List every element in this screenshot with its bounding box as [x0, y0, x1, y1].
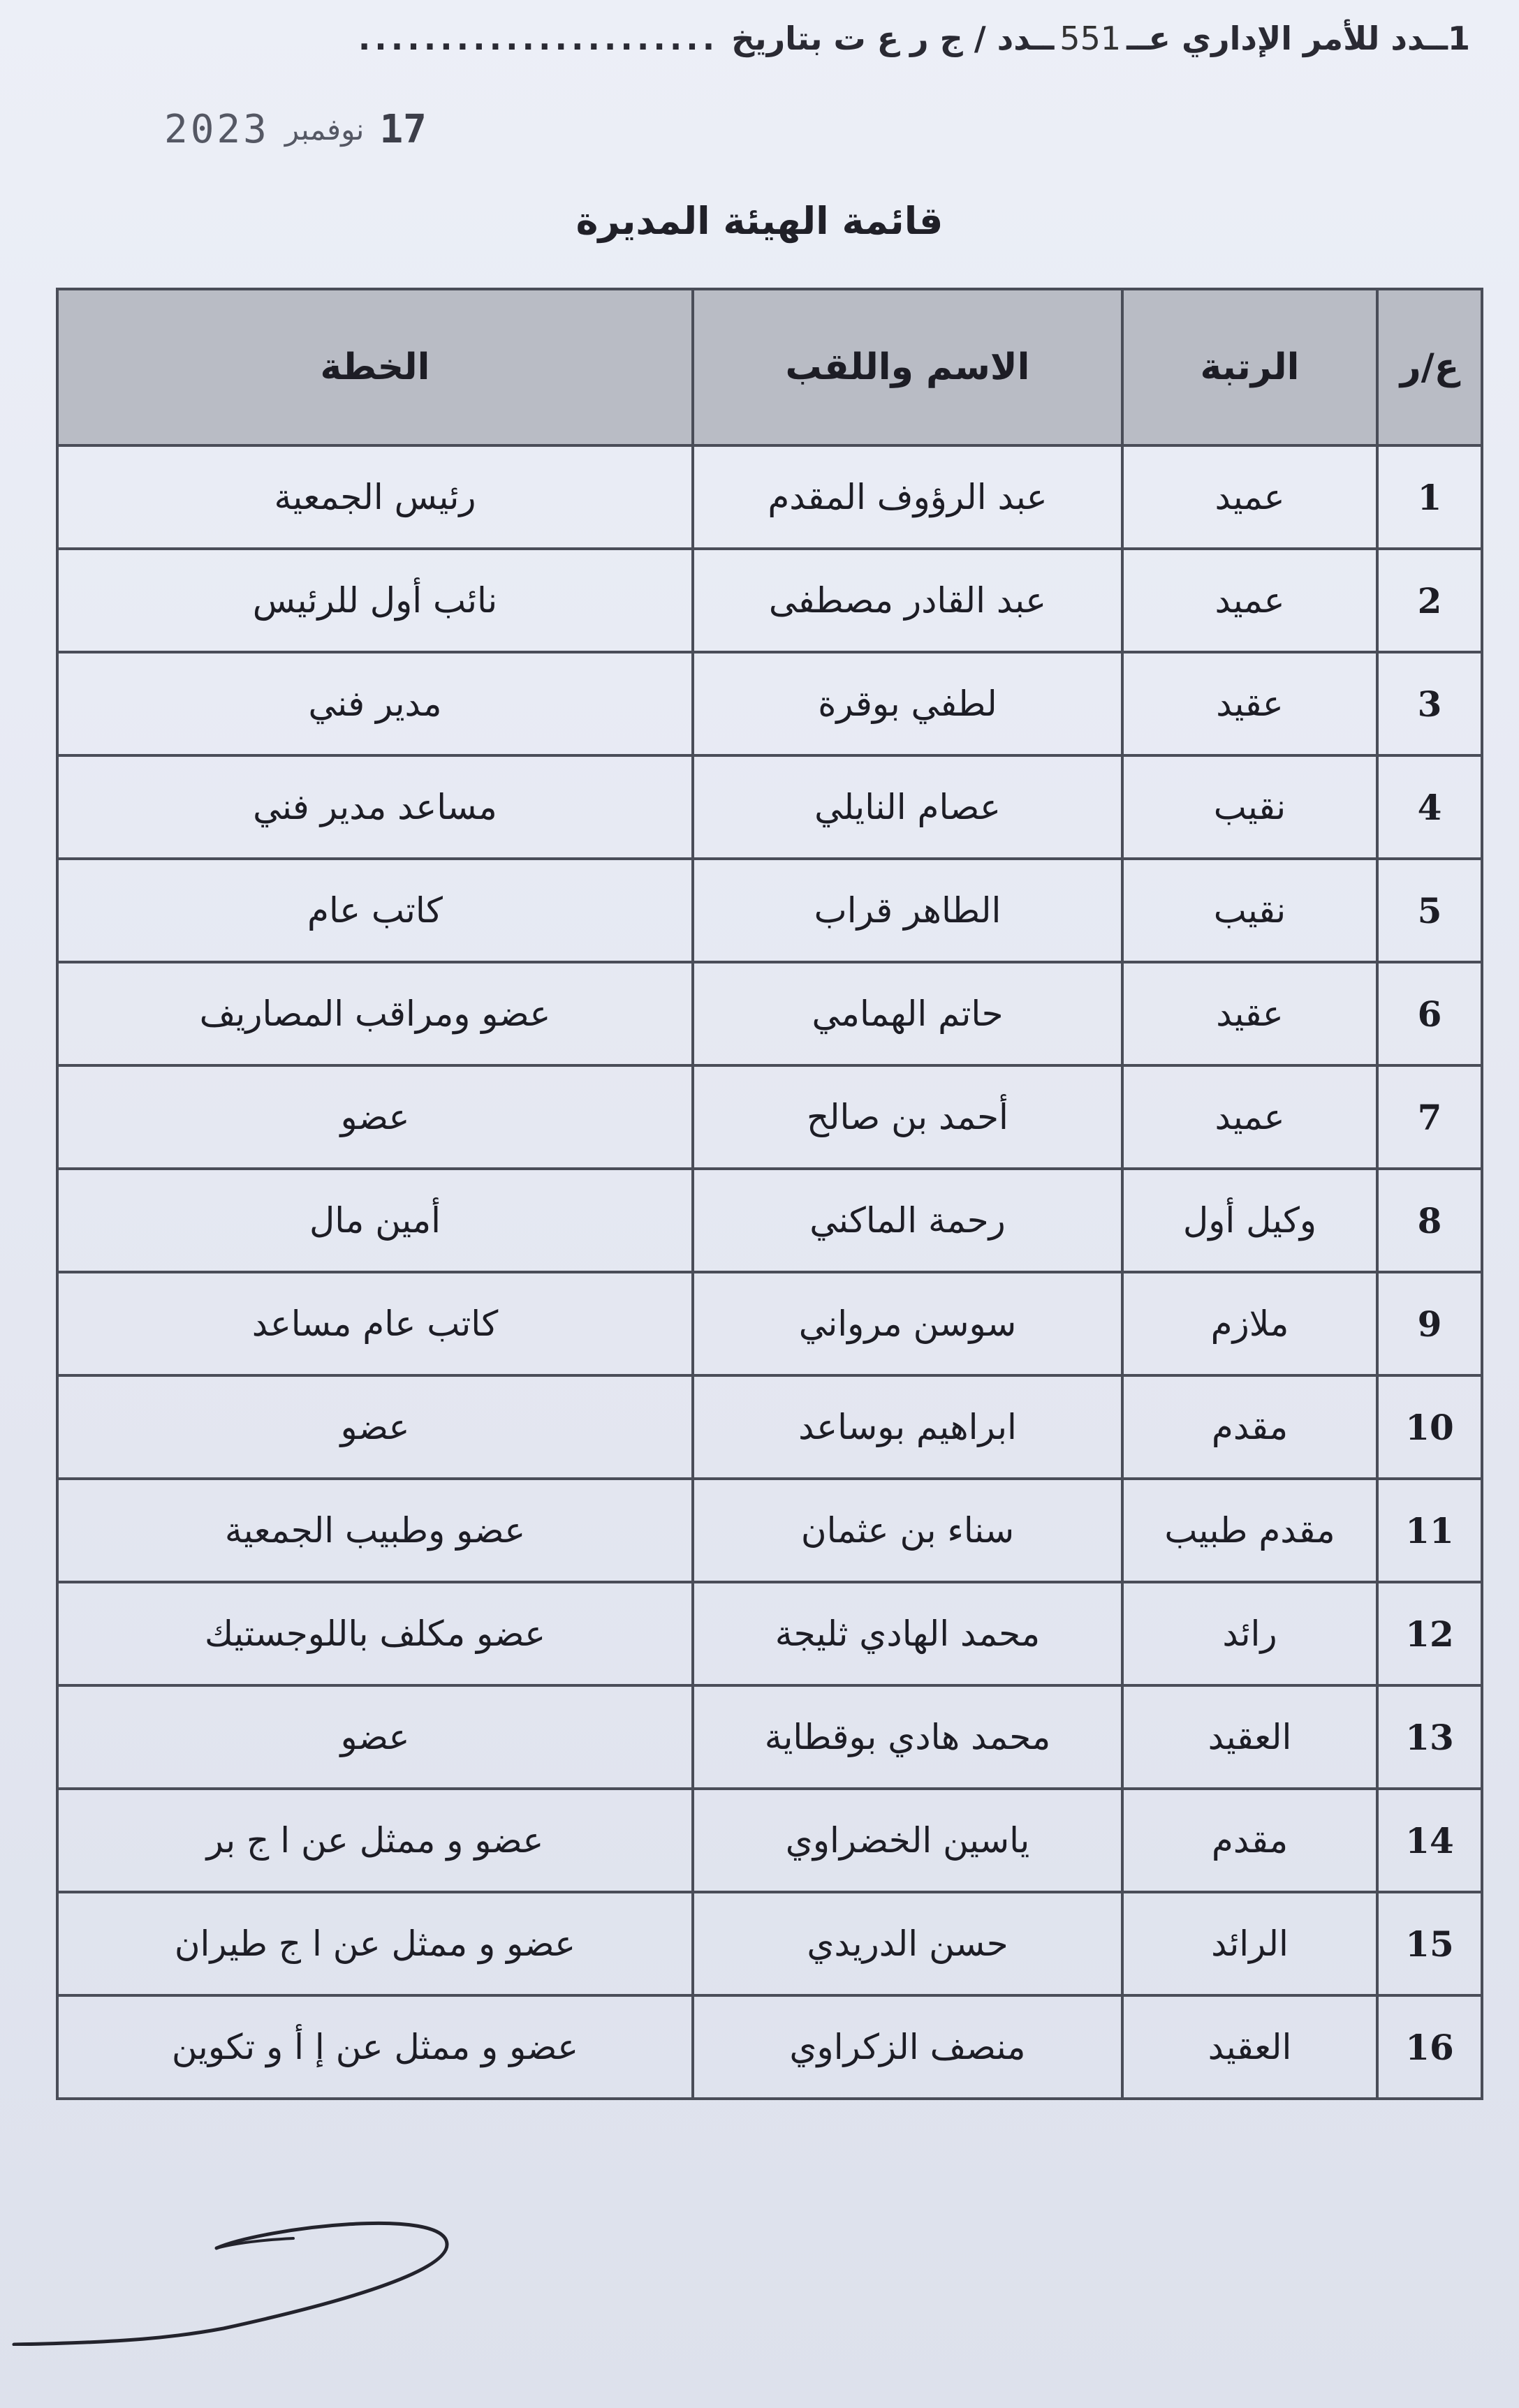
cell-role: عضو مكلف باللوجستيك: [57, 1582, 693, 1685]
signature-mark: [0, 2178, 489, 2346]
cell-name: عصام النايلي: [693, 755, 1122, 859]
reference-date-blank: ......................: [358, 20, 719, 57]
table-row: [57, 1582, 1482, 1685]
cell-role: عضو ومراقب المصاريف: [57, 962, 693, 1065]
cell-name: محمد الهادي ثليجة: [693, 1582, 1122, 1685]
cell-num: 12: [1377, 1582, 1482, 1685]
table-row: [57, 1892, 1482, 1995]
cell-name: أحمد بن صالح: [693, 1065, 1122, 1169]
cell-rank: نقيب: [1122, 859, 1377, 962]
cell-rank: نقيب: [1122, 755, 1377, 859]
board-members-table: [56, 288, 1483, 2100]
table-row: [57, 1375, 1482, 1479]
cell-rank: عميد: [1122, 1065, 1377, 1169]
page-title: قائمة الهيئة المديرة: [575, 199, 944, 243]
cell-rank: عميد: [1122, 445, 1377, 549]
cell-role: عضو و ممثل عن ا ج بر: [57, 1789, 693, 1892]
cell-rank: الرائد: [1122, 1892, 1377, 1995]
table-body: [57, 445, 1482, 2099]
cell-num: 7: [1377, 1065, 1482, 1169]
cell-rank: عقيد: [1122, 962, 1377, 1065]
cell-role: عضو وطبيب الجمعية: [57, 1479, 693, 1582]
cell-num: 16: [1377, 1995, 1482, 2099]
table-row: [57, 1789, 1482, 1892]
table-header-row: [57, 289, 1482, 445]
cell-role: أمين مال: [57, 1169, 693, 1272]
date-stamp: [164, 98, 427, 161]
cell-name: عبد القادر مصطفى: [693, 549, 1122, 652]
cell-name: الطاهر قراب: [693, 859, 1122, 962]
table-row: [57, 652, 1482, 755]
cell-role: كاتب عام: [57, 859, 693, 962]
table-row: [57, 1479, 1482, 1582]
cell-role: مدير فني: [57, 652, 693, 755]
cell-role: عضو: [57, 1065, 693, 1169]
cell-rank: رائد: [1122, 1582, 1377, 1685]
header-name: الاسم واللقب: [693, 289, 1122, 445]
cell-name: رحمة الماكني: [693, 1169, 1122, 1272]
cell-name: حسن الدريدي: [693, 1892, 1122, 1995]
cell-num: 8: [1377, 1169, 1482, 1272]
reference-prefix: ــدد للأمر الإداري عــ: [1127, 20, 1448, 57]
cell-num: 5: [1377, 859, 1482, 962]
cell-role: عضو و ممثل عن إ أ و تكوين: [57, 1995, 693, 2099]
cell-rank: وكيل أول: [1122, 1169, 1377, 1272]
cell-name: سوسن مرواني: [693, 1272, 1122, 1375]
cell-name: منصف الزكراوي: [693, 1995, 1122, 2099]
table-row: [57, 549, 1482, 652]
header-role: الخطة: [57, 289, 693, 445]
cell-name: عبد الرؤوف المقدم: [693, 445, 1122, 549]
cell-num: 1: [1377, 445, 1482, 549]
cell-num: 11: [1377, 1479, 1482, 1582]
cell-name: ابراهيم بوساعد: [693, 1375, 1122, 1479]
cell-rank: مقدم طبيب: [1122, 1479, 1377, 1582]
table-row: [57, 1685, 1482, 1789]
cell-name: لطفي بوقرة: [693, 652, 1122, 755]
cell-num: 4: [1377, 755, 1482, 859]
stamp-year: 2023: [164, 106, 270, 152]
cell-name: سناء بن عثمان: [693, 1479, 1122, 1582]
table-row: [57, 755, 1482, 859]
table-row: [57, 859, 1482, 962]
cell-rank: عقيد: [1122, 652, 1377, 755]
cell-name: محمد هادي بوقطاية: [693, 1685, 1122, 1789]
cell-role: مساعد مدير فني: [57, 755, 693, 859]
cell-num: 13: [1377, 1685, 1482, 1789]
reference-suffix: ــدد / ج ر ع ت بتاريخ: [731, 20, 1055, 57]
cell-rank: مقدم: [1122, 1789, 1377, 1892]
table-row: [57, 1995, 1482, 2099]
cell-rank: العقيد: [1122, 1685, 1377, 1789]
reference-line: [358, 7, 1470, 70]
cell-name: حاتم الهمامي: [693, 962, 1122, 1065]
cell-role: رئيس الجمعية: [57, 445, 693, 549]
cell-num: 3: [1377, 652, 1482, 755]
cell-role: كاتب عام مساعد: [57, 1272, 693, 1375]
header-rank: الرتبة: [1122, 289, 1377, 445]
cell-num: 14: [1377, 1789, 1482, 1892]
cell-rank: عميد: [1122, 549, 1377, 652]
cell-role: عضو: [57, 1685, 693, 1789]
cell-name: ياسين الخضراوي: [693, 1789, 1122, 1892]
cell-rank: مقدم: [1122, 1375, 1377, 1479]
table-row: [57, 445, 1482, 549]
stamp-month: نوفمبر: [284, 112, 365, 147]
cell-role: نائب أول للرئيس: [57, 549, 693, 652]
table-row: [57, 1272, 1482, 1375]
cell-num: 2: [1377, 549, 1482, 652]
table-row: [57, 1065, 1482, 1169]
table-row: [57, 962, 1482, 1065]
cell-num: 10: [1377, 1375, 1482, 1479]
cell-role: عضو و ممثل عن ا ج طيران: [57, 1892, 693, 1995]
reference-number: 551: [1059, 20, 1122, 57]
stamp-day: 17: [379, 106, 427, 152]
reference-index: 1: [1447, 20, 1470, 57]
table-row: [57, 1169, 1482, 1272]
cell-role: عضو: [57, 1375, 693, 1479]
header-num: ع/ر: [1377, 289, 1482, 445]
cell-num: 15: [1377, 1892, 1482, 1995]
cell-num: 6: [1377, 962, 1482, 1065]
cell-rank: ملازم: [1122, 1272, 1377, 1375]
cell-rank: العقيد: [1122, 1995, 1377, 2099]
cell-num: 9: [1377, 1272, 1482, 1375]
